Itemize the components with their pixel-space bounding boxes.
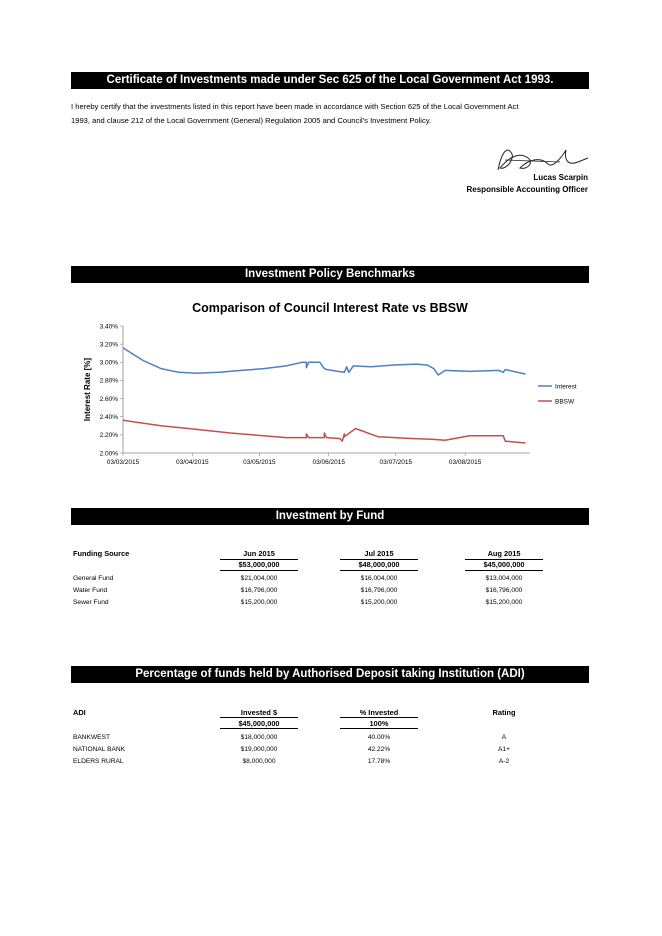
funding-source-header: Funding Source bbox=[73, 549, 130, 558]
adi-row-invested: $8,000,000 bbox=[242, 758, 276, 765]
adi-total-invested: $45,000,000 bbox=[220, 719, 298, 729]
x-tick-label: 03/06/2015 bbox=[312, 459, 346, 466]
fund-row-value: $15,200,000 bbox=[360, 599, 398, 606]
bbsw-series-line bbox=[123, 420, 526, 443]
adi-row-rating: A bbox=[501, 734, 507, 741]
adi-row-pct: 17.78% bbox=[367, 758, 391, 765]
adi-row-name: NATIONAL BANK bbox=[73, 746, 126, 753]
x-tick-label: 03/08/2015 bbox=[448, 459, 482, 466]
y-tick-label: 3.40% bbox=[99, 323, 118, 331]
y-tick-label: 3.20% bbox=[99, 341, 118, 349]
total-jul: $48,000,000 bbox=[340, 559, 418, 571]
fund-row-name: Sewer Fund bbox=[73, 599, 109, 606]
certificate-title-bar: Certificate of Investments made under Sec 625 of the Local Government Act 1993. bbox=[71, 72, 589, 89]
total-aug: $45,000,000 bbox=[465, 559, 543, 571]
pct-invested-header: % Invested bbox=[340, 708, 418, 718]
benchmarks-title-bar: Investment Policy Benchmarks bbox=[71, 266, 589, 283]
rating-header: Rating bbox=[492, 708, 516, 717]
fund-title-bar: Investment by Fund bbox=[71, 508, 589, 525]
legend-label-bbsw: BBSW bbox=[555, 398, 575, 406]
fund-row-name: General Fund bbox=[73, 575, 114, 582]
adi-row-pct: 42.22% bbox=[367, 746, 391, 753]
signatory-name: Lucas Scarpin bbox=[533, 173, 588, 182]
x-tick-label: 03/05/2015 bbox=[243, 459, 276, 466]
certificate-line-2: 1993, and clause 212 of the Local Government (General) Regulation 2005 and Council's Investment Policy. bbox=[71, 116, 432, 125]
interest-series-line bbox=[123, 348, 526, 375]
adi-row-pct: 40.00% bbox=[367, 734, 391, 741]
fund-row-value: $16,796,000 bbox=[360, 587, 398, 594]
y-tick-label: 3.00% bbox=[99, 359, 118, 367]
x-tick-label: 03/04/2015 bbox=[176, 459, 209, 466]
month-header-aug: Aug 2015 bbox=[487, 549, 521, 558]
adi-row-rating: A1+ bbox=[498, 746, 510, 753]
total-jun: $53,000,000 bbox=[220, 559, 298, 571]
fund-row-value: $13,004,000 bbox=[485, 575, 523, 582]
adi-row-invested: $19,000,000 bbox=[240, 746, 278, 753]
signatory-role: Responsible Accounting Officer bbox=[466, 185, 588, 194]
adi-row-name: ELDERS RURAL bbox=[73, 758, 124, 765]
y-tick-label: 2.00% bbox=[99, 450, 118, 458]
fund-row-value: $15,200,000 bbox=[240, 599, 278, 606]
fund-row-value: $15,200,000 bbox=[485, 599, 523, 606]
adi-row-name: BANKWEST bbox=[73, 734, 111, 741]
x-tick-label: 03/03/2015 bbox=[106, 459, 140, 466]
chart-title: Comparison of Council Interest Rate vs BBSW bbox=[192, 301, 468, 315]
adi-title-bar: Percentage of funds held by Authorised Deposit taking Institution (ADI) bbox=[71, 666, 589, 683]
invested-header: Invested $ bbox=[220, 708, 298, 718]
adi-row-invested: $18,000,000 bbox=[240, 734, 278, 741]
legend-label-interest: Interest bbox=[555, 383, 577, 391]
fund-row-name: Water Fund bbox=[73, 587, 108, 594]
y-tick-label: 2.80% bbox=[99, 377, 118, 385]
certificate-line-1: I hereby certify that the investments listed in this report have been made in accordance with Section 625 of the Local Government Act bbox=[71, 102, 519, 111]
month-header-jun: Jun 2015 bbox=[243, 549, 275, 558]
fund-row-value: $16,796,000 bbox=[240, 587, 278, 594]
fund-row-value: $21,004,000 bbox=[240, 575, 278, 582]
adi-header: ADI bbox=[73, 708, 86, 717]
x-tick-label: 03/07/2015 bbox=[379, 459, 413, 466]
fund-row-value: $16,796,000 bbox=[485, 587, 523, 594]
adi-row-rating: A-2 bbox=[498, 758, 510, 765]
y-axis-label: Interest Rate [%] bbox=[83, 357, 92, 422]
adi-total-pct: 100% bbox=[340, 719, 418, 729]
y-tick-label: 2.20% bbox=[99, 432, 118, 440]
month-header-jul: Jul 2015 bbox=[364, 549, 394, 558]
y-tick-label: 2.40% bbox=[99, 414, 118, 422]
y-tick-label: 2.60% bbox=[99, 395, 118, 403]
fund-row-value: $16,004,000 bbox=[360, 575, 398, 582]
